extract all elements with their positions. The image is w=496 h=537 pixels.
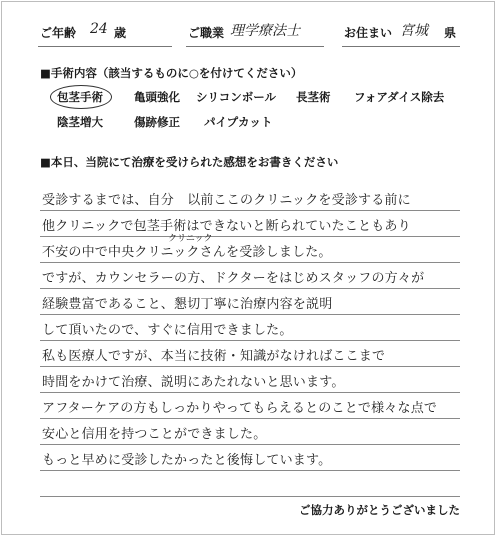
- age-underline: [38, 46, 172, 47]
- comment-text: 安心と信用を持つことができました。: [42, 427, 267, 442]
- comment-line: [40, 419, 460, 445]
- option-scar-revision[interactable]: 傷跡修正: [134, 115, 180, 129]
- residence-label: お住まい: [344, 26, 393, 40]
- option-silicone-ball[interactable]: シリコンボール: [196, 90, 277, 104]
- job-underline: [186, 46, 324, 47]
- comment-text: アフターケアの方もしっかりやってもらえるとのことで様々な点で: [42, 401, 438, 416]
- age-unit: 歳: [114, 26, 127, 40]
- comments-heading: ■本日、当院にて治療を受けられた感想をお書きください: [40, 155, 339, 169]
- thank-you-note: ご協力ありがとうございました: [299, 503, 460, 517]
- comment-line: [40, 471, 460, 497]
- option-vasectomy[interactable]: パイプカット: [204, 115, 273, 129]
- comment-line: [40, 393, 460, 419]
- comment-text: ですが、カウンセラーの方、ドクターをはじめスタッフの方々が: [42, 271, 425, 286]
- comment-line: [40, 445, 460, 471]
- option-glans-enhancement[interactable]: 亀頭強化: [134, 90, 180, 104]
- comment-lines: [40, 185, 460, 497]
- comment-text: 時間をかけて治療、説明にあたれないと思います。: [42, 375, 345, 390]
- option-enlargement[interactable]: 陰茎増大: [57, 115, 103, 129]
- comment-line: [40, 341, 460, 367]
- job-label: ご職業: [188, 26, 225, 40]
- residence-unit: 県: [444, 26, 457, 40]
- comment-text: 私も医療人ですが、本当に技術・知識がなければここまで: [42, 349, 386, 364]
- comment-text: もっと早めに受診したかったと後悔しています。: [42, 453, 332, 468]
- comment-text: して頂いたので、すぐに信用できました。: [42, 323, 293, 338]
- comment-text: 不安の中で中央クリニックさんを受診しました。: [42, 245, 332, 260]
- residence-underline: [342, 46, 460, 47]
- comment-text: 他クリニックで包茎手術はできないと断られていたこともあり: [42, 219, 411, 234]
- comment-line: [40, 367, 460, 393]
- respondent-info-row: [2, 21, 494, 46]
- comment-line: [40, 315, 460, 341]
- comment-line: [40, 289, 460, 315]
- comment-text: 受診するまでは、自分 以前ここのクリニックを受診する前に: [42, 193, 411, 208]
- option-phimosis[interactable]: 包茎手術: [57, 90, 103, 104]
- comment-line: [40, 263, 460, 289]
- comment-line: [40, 234, 460, 263]
- inserted-annotation: クリニック: [168, 234, 213, 244]
- option-lengthening[interactable]: 長茎術: [296, 90, 331, 104]
- survey-sheet: [1, 1, 495, 535]
- comment-line: [40, 185, 460, 211]
- age-label: ご年齢: [40, 26, 77, 40]
- age-value: 24: [90, 21, 108, 37]
- procedures-heading: ■手術内容（該当するものに○を付けてください）: [40, 66, 303, 80]
- comment-line: [40, 211, 460, 237]
- residence-value: 宮城: [400, 23, 428, 39]
- job-value: 理学療法士: [230, 23, 300, 39]
- comment-text: 経験豊富であること、懇切丁寧に治療内容を説明: [42, 297, 333, 312]
- option-fordyce-removal[interactable]: フォアダイス除去: [354, 90, 445, 104]
